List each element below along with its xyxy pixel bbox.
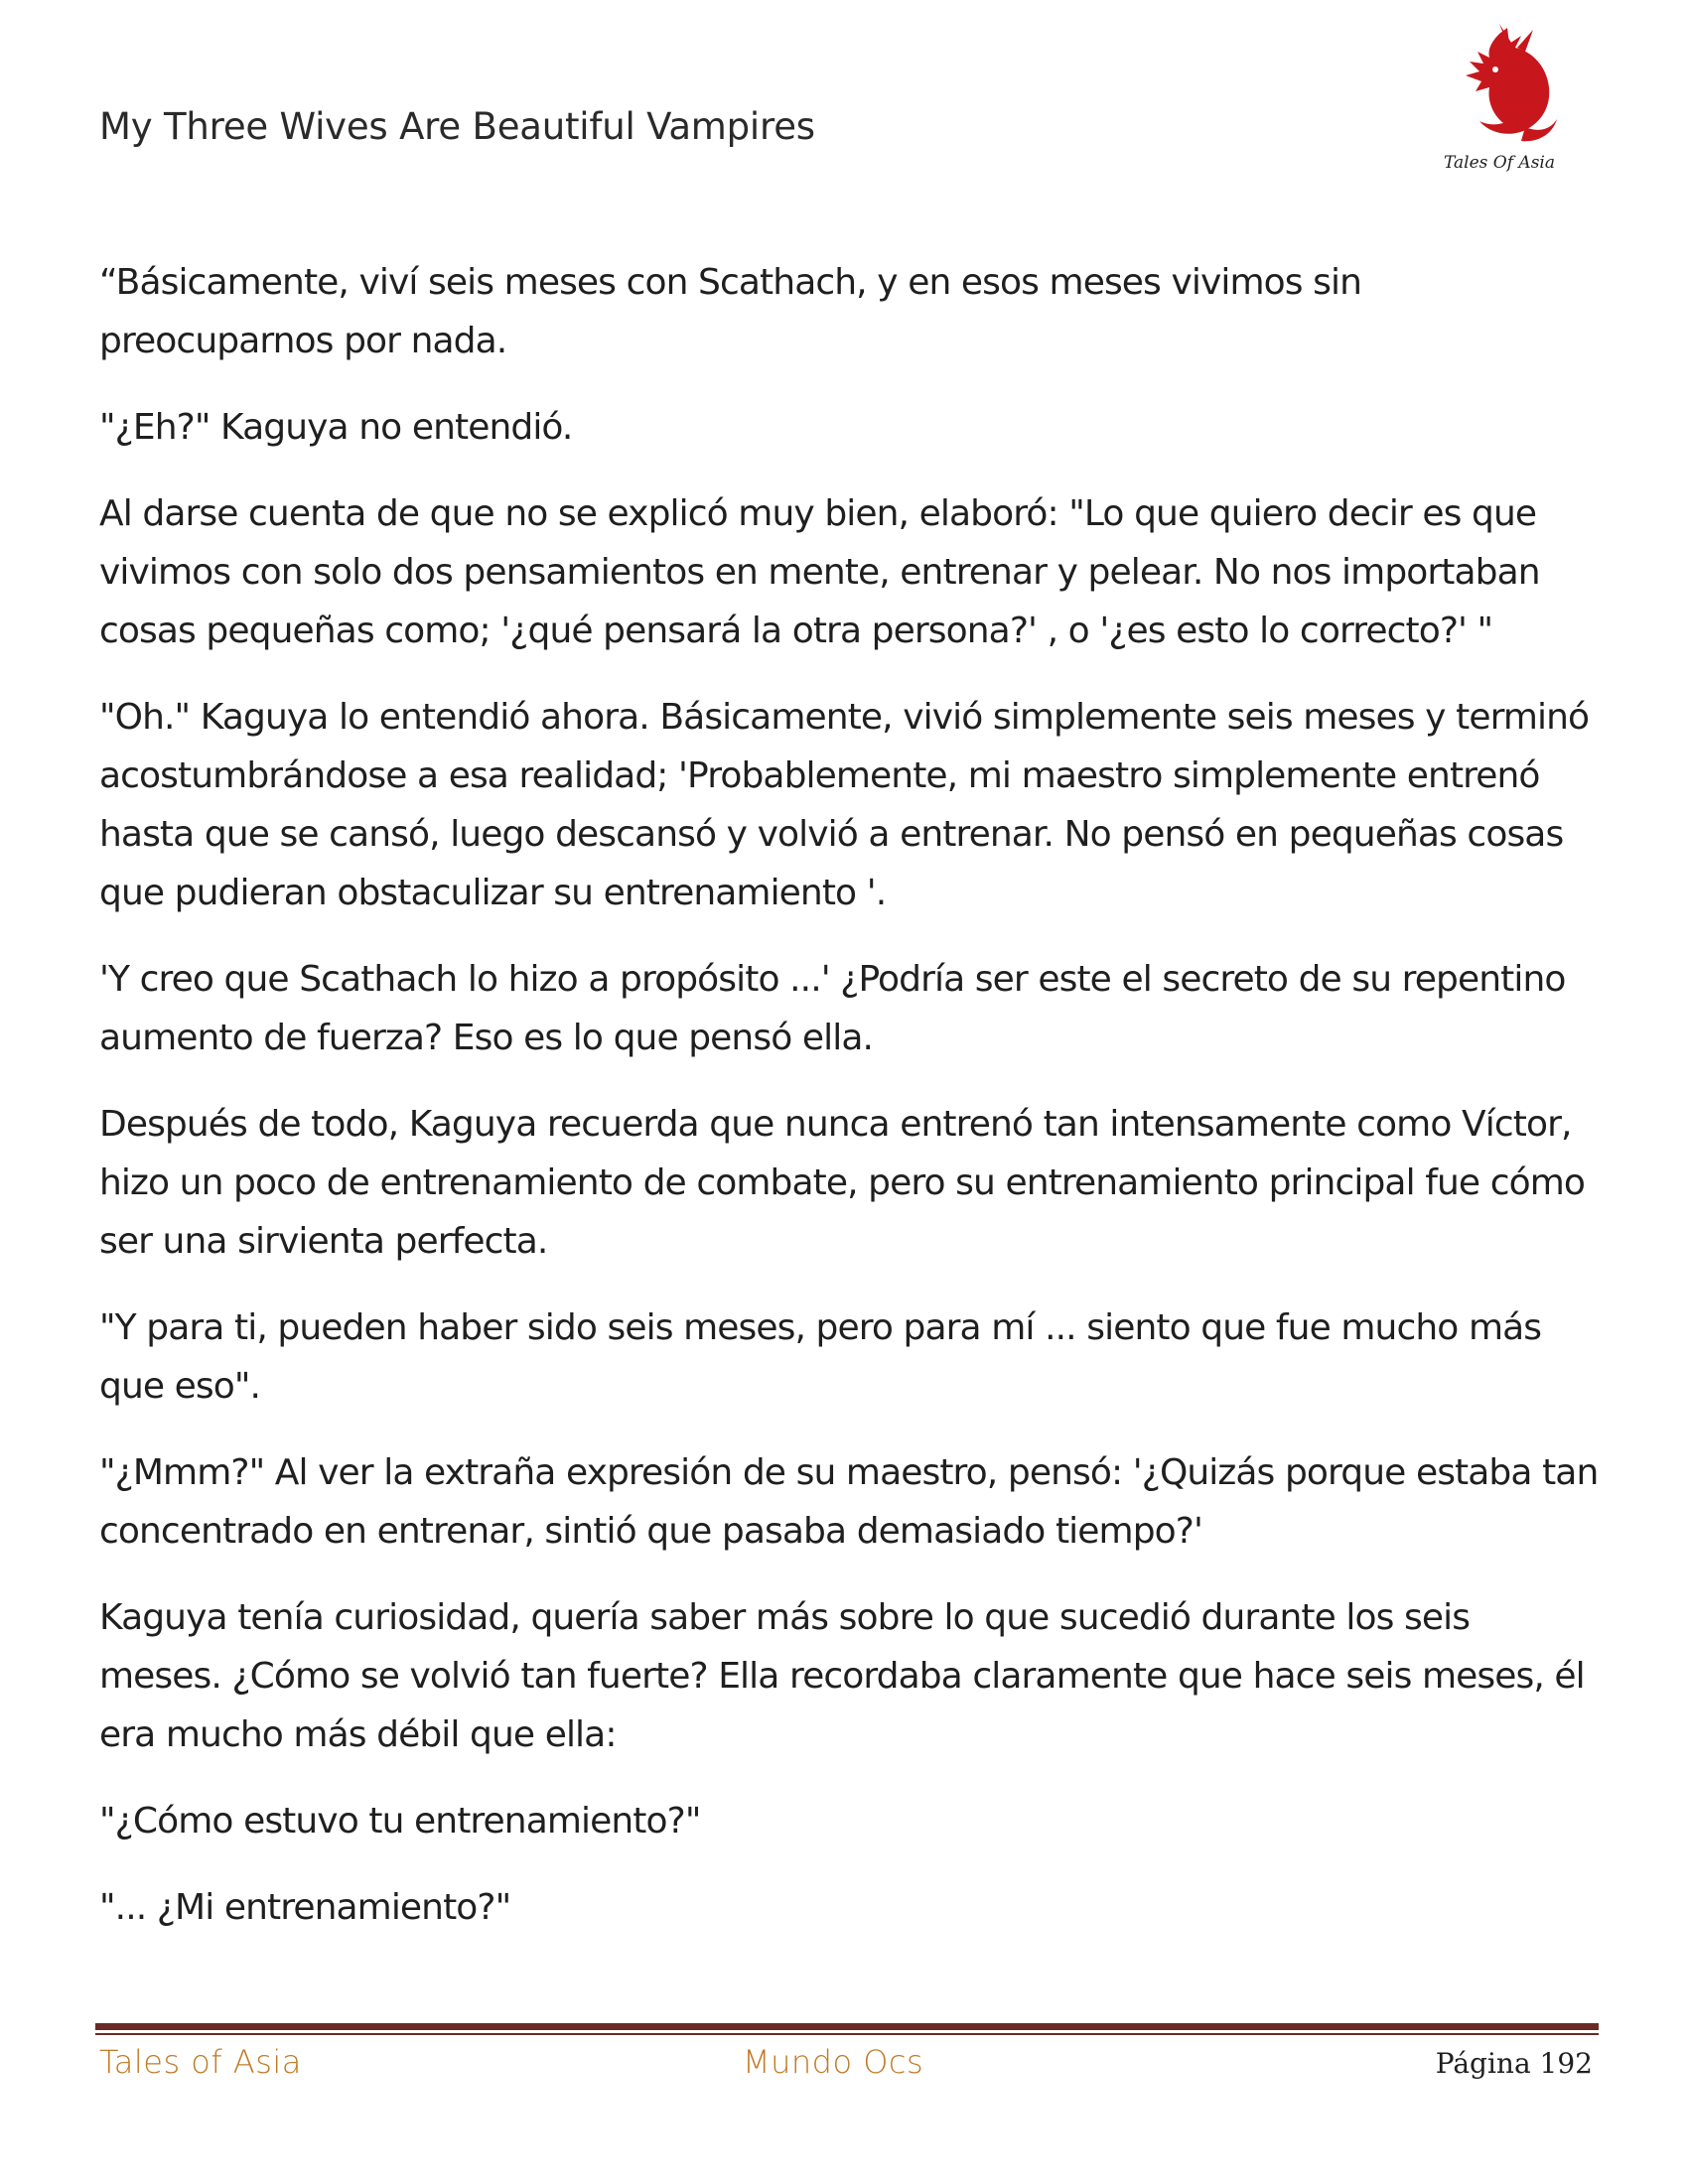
paragraph: "¿Cómo estuvo tu entrenamiento?": [99, 1801, 701, 1842]
paragraph: "¿Eh?" Kaguya no entendió.: [99, 407, 573, 448]
footer-site: Mundo Ocs: [743, 2043, 924, 2081]
logo-caption: Tales Of Asia: [1444, 153, 1555, 173]
paragraph: Al darse cuenta de que no se explicó muy bien, elaboró: "Lo que quiero decir es que vivimos con solo dos pensamientos en mente, entrenar y pelear. No nos importaban cosas pequeñas como; '¿qué pensará la otra persona?' , o '¿es esto lo correcto?' ": [99, 493, 1540, 651]
paragraph: Después de todo, Kaguya recuerda que nunca entrenó tan intensamente como Víctor, hizo un poco de entrenamiento de combate, pero su entrenamiento principal fue cómo ser una sirvienta perfecta.: [99, 1104, 1586, 1262]
paragraph: 'Y creo que Scathach lo hizo a propósito ...' ¿Podría ser este el secreto de su repentino aumento de fuerza? Eso es lo que pensó ella.: [99, 959, 1566, 1058]
footer-divider-thin: [95, 2033, 1599, 2035]
paragraph: Kaguya tenía curiosidad, quería saber más sobre lo que sucedió durante los seis meses. ¿Cómo se volvió tan fuerte? Ella recordaba claramente que hace seis meses, él era mucho más débil que ella:: [99, 1597, 1585, 1755]
paragraph: "Oh." Kaguya lo entendió ahora. Básicamente, vivió simplemente seis meses y terminó acostumbrándose a esa realidad; 'Probablemente, mi maestro simplemente entrenó hasta que se cansó, luego descansó y volvió a entrenar. No pensó en pequeñas cosas que pudieran obstaculizar su entrenamiento '.: [99, 697, 1590, 913]
paragraph: "Y para ti, pueden haber sido seis meses, pero para mí ... siento que fue mucho más que eso".: [99, 1307, 1542, 1407]
dragon-icon: [1430, 22, 1569, 156]
tales-of-asia-logo: [1430, 22, 1569, 181]
paragraph: "... ¿Mi entrenamiento?": [99, 1887, 511, 1928]
paragraph: “Básicamente, viví seis meses con Scathach, y en esos meses vivimos sin preocuparnos por nada.: [99, 262, 1362, 361]
paragraph: "¿Mmm?" Al ver la extraña expresión de su maestro, pensó: '¿Quizás porque estaba tan concentrado en entrenar, sintió que pasaba demasiado tiempo?': [99, 1452, 1599, 1552]
page-number: Página 192: [1435, 2047, 1593, 2080]
document-body: [99, 253, 1599, 1965]
footer-divider-thick: [95, 2023, 1599, 2030]
footer-publisher: Tales of Asia: [99, 2043, 302, 2081]
document-title: My Three Wives Are Beautiful Vampires: [99, 105, 815, 148]
